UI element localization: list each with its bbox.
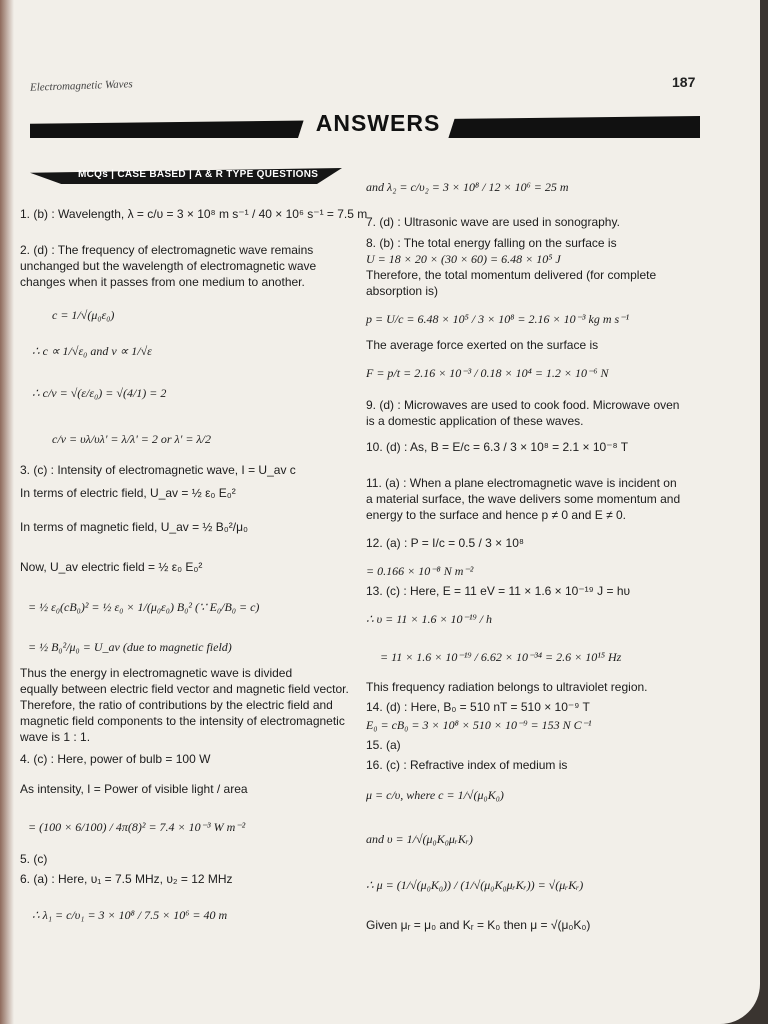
equation-line: ∴ c ∝ 1/√ε₀ and v ∝ 1/√ε (32, 344, 152, 358)
answer-line: As intensity, I = Power of visible light / area (20, 782, 248, 796)
answer-line: 16. (c) : Refractive index of medium is (366, 758, 568, 772)
answer-line: unchanged but the wavelength of electromagnetic wave (20, 259, 317, 273)
answer-line: is a domestic application of these waves. (366, 414, 584, 428)
answer-line: 15. (a) (366, 738, 401, 752)
section-tag (30, 164, 342, 186)
equation-line: μ = c/υ, where c = 1/√(μ₀K₀) (366, 788, 504, 802)
equation-line: p = U/c = 6.48 × 10⁵ / 3 × 10⁸ = 2.16 × 10⁻³ kg m s⁻¹ (366, 312, 630, 326)
answer-line: 3. (c) : Intensity of electromagnetic wave, I = U_av c (20, 463, 296, 477)
equation-line: = (100 × 6/100) / 4π(8)² = 7.4 × 10⁻³ W m⁻² (28, 820, 246, 834)
answer-line: 1. (b) : Wavelength, λ = c/υ = 3 × 10⁸ m s⁻¹ / 40 × 10⁶ s⁻¹ = 7.5 m (20, 207, 368, 221)
answer-line: equally between electric field vector and magnetic field vector. (20, 682, 349, 696)
banner-title: ANSWERS (315, 110, 441, 136)
answer-line: 6. (a) : Here, υ₁ = 7.5 MHz, υ₂ = 12 MHz (20, 872, 233, 886)
answer-line: This frequency radiation belongs to ultraviolet region. (366, 680, 648, 694)
answer-line: 5. (c) (20, 852, 48, 866)
answer-line: 12. (a) : P = I/c = 0.5 / 3 × 10⁸ (366, 536, 524, 550)
answer-line: 7. (d) : Ultrasonic wave are used in sonography. (366, 215, 620, 229)
answers-banner (30, 108, 700, 142)
answer-line: In terms of magnetic field, U_av = ½ B₀²/μ₀ (20, 520, 248, 534)
page-number: 187 (672, 74, 696, 90)
equation-line: U = 18 × 20 × (30 × 60) = 6.48 × 10⁵ J (366, 252, 561, 266)
answer-line: 11. (a) : When a plane electromagnetic wave is incident on (366, 476, 677, 490)
equation-line: ∴ λ₁ = c/υ₁ = 3 × 10⁸ / 7.5 × 10⁶ = 40 m (32, 908, 228, 922)
page-edge-shadow (0, 0, 14, 1024)
answer-line: magnetic field components to the intensity of electromagnetic (20, 714, 345, 728)
answer-line: Therefore, the ratio of contributions by the electric field and (20, 698, 333, 712)
equation-line: E₀ = cB₀ = 3 × 10⁸ × 510 × 10⁻⁹ = 153 N C⁻¹ (366, 718, 592, 732)
answer-line: Thus the energy in electromagnetic wave is divided (20, 666, 293, 680)
equation-line: and υ = 1/√(μ₀K₀μᵣKᵣ) (366, 832, 473, 846)
equation-line: ∴ υ = 11 × 1.6 × 10⁻¹⁹ / h (366, 612, 492, 626)
answer-line: 13. (c) : Here, E = 11 eV = 11 × 1.6 × 10⁻¹⁹ J = hυ (366, 584, 631, 598)
answer-line: 8. (b) : The total energy falling on the surface is (366, 236, 617, 250)
equation-line: = ½ ε₀(cB₀)² = ½ ε₀ × 1/(μ₀ε₀) B₀² (∵ E₀/B₀ = c) (28, 600, 260, 614)
answer-line: a material surface, the wave delivers some momentum and (366, 492, 681, 506)
section-tag-label: MCQs | CASE BASED | A & R TYPE QUESTIONS (78, 169, 319, 180)
equation-line: F = p/t = 2.16 × 10⁻³ / 0.18 × 10⁴ = 1.2 × 10⁻⁶ N (366, 366, 609, 380)
equation-line: and λ₂ = c/υ₂ = 3 × 10⁸ / 12 × 10⁶ = 25 m (366, 180, 569, 194)
equation-line: c = 1/√(μ₀ε₀) (52, 308, 115, 322)
answer-line: The average force exerted on the surface is (366, 338, 599, 352)
answer-line: absorption is) (366, 284, 439, 298)
answer-line: 2. (d) : The frequency of electromagnetic wave remains (20, 243, 314, 257)
answer-line: changes when it passes from one medium to another. (20, 275, 305, 289)
running-head: Electromagnetic Waves (29, 78, 133, 94)
equation-line: = 11 × 1.6 × 10⁻¹⁹ / 6.62 × 10⁻³⁴ = 2.6 × 10¹⁵ Hz (380, 650, 622, 664)
answer-line: Now, U_av electric field = ½ ε₀ E₀² (20, 560, 203, 574)
answer-line: 9. (d) : Microwaves are used to cook food. Microwave oven (366, 398, 680, 412)
equation-line: = 0.166 × 10⁻⁸ N m⁻² (366, 564, 474, 578)
equation-line: = ½ B₀²/μ₀ = U_av (due to magnetic field) (28, 640, 232, 654)
answer-line: Therefore, the total momentum delivered (for complete (366, 268, 657, 282)
answer-line: energy to the surface and hence p ≠ 0 and E ≠ 0. (366, 508, 627, 522)
answer-line: wave is 1 : 1. (20, 730, 91, 744)
answer-line: Given μᵣ = μ₀ and Kᵣ = K₀ then μ = √(μ₀K₀) (366, 918, 591, 932)
equation-line: c/v = υλ/υλ' = λ/λ' = 2 or λ' = λ/2 (52, 432, 211, 446)
answer-line: 10. (d) : As, B = E/c = 6.3 / 3 × 10⁸ = 2.1 × 10⁻⁸ T (366, 440, 629, 454)
answer-line: 14. (d) : Here, B₀ = 510 nT = 510 × 10⁻⁹ T (366, 700, 590, 714)
equation-line: ∴ μ = (1/√(μ₀K₀)) / (1/√(μ₀K₀μᵣKᵣ)) = √(μᵣKᵣ) (366, 878, 584, 892)
answer-line: 4. (c) : Here, power of bulb = 100 W (20, 752, 211, 766)
answer-line: In terms of electric field, U_av = ½ ε₀ E₀² (20, 486, 236, 500)
equation-line: ∴ c/v = √(ε/ε₀) = √(4/1) = 2 (32, 386, 167, 400)
